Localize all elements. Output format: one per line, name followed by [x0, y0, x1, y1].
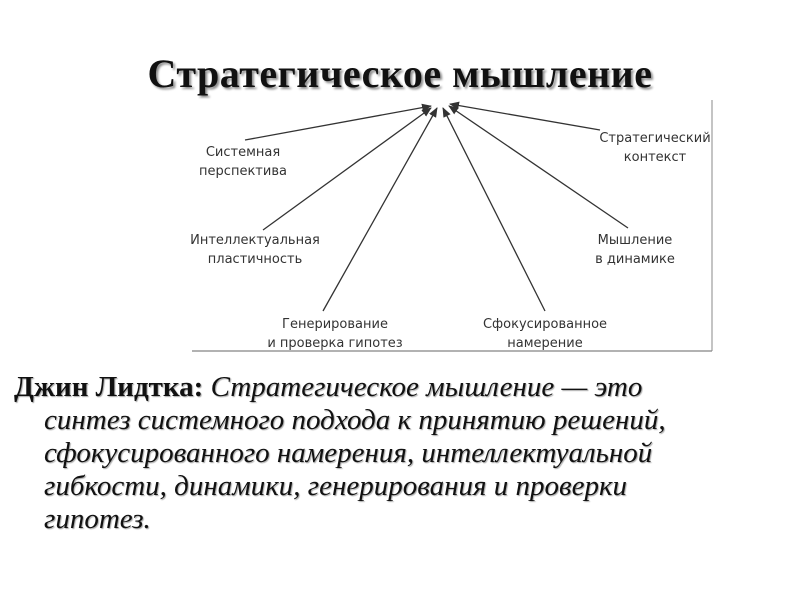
quote-author: Джин Лидтка:: [14, 371, 204, 403]
node-systems-perspective: [188, 143, 298, 181]
quote-text-line: Стратегическое мышление — это: [203, 371, 643, 403]
quote-first-line: [14, 371, 784, 404]
node-label-line: в динамике: [595, 252, 675, 267]
arrow-focused-intent: [443, 108, 545, 311]
node-focused-intent: [475, 315, 615, 353]
quote-text-line: сфокусированного намерения, интеллектуальной: [44, 437, 653, 469]
arrow-strategic-context: [450, 104, 600, 130]
definition-quote: [14, 371, 784, 536]
node-label-line: контекст: [623, 150, 687, 165]
node-label-line: Системная: [205, 145, 281, 160]
node-hypothesis-generation: [255, 315, 415, 353]
node-label-line: Стратегический: [599, 131, 711, 146]
quote-text-line: гибкости, динамики, генерирования и проверки: [44, 470, 628, 502]
node-label-line: пластичность: [207, 252, 303, 267]
quote-text-line: гипотез.: [44, 503, 151, 535]
node-label-line: перспектива: [199, 164, 287, 179]
node-label-line: Мышление: [597, 233, 673, 248]
node-label-line: Интеллектуальная: [190, 233, 320, 248]
arrow-dynamic-thinking: [449, 106, 628, 228]
node-label-line: и проверка гипотез: [267, 336, 403, 351]
arrow-systems-perspective: [245, 106, 431, 140]
node-strategic-context: [590, 129, 720, 167]
quote-text-line: синтез системного подхода к принятию решений,: [44, 404, 666, 436]
arrow-hypothesis-generation: [323, 108, 437, 311]
node-intellectual-plasticity: [185, 231, 325, 269]
node-label-line: Генерирование: [282, 317, 388, 332]
node-dynamic-thinking: [580, 231, 690, 269]
node-label-line: намерение: [507, 336, 583, 351]
node-label-line: Сфокусированное: [482, 317, 608, 332]
page-title: Стратегическое мышление: [147, 51, 653, 96]
